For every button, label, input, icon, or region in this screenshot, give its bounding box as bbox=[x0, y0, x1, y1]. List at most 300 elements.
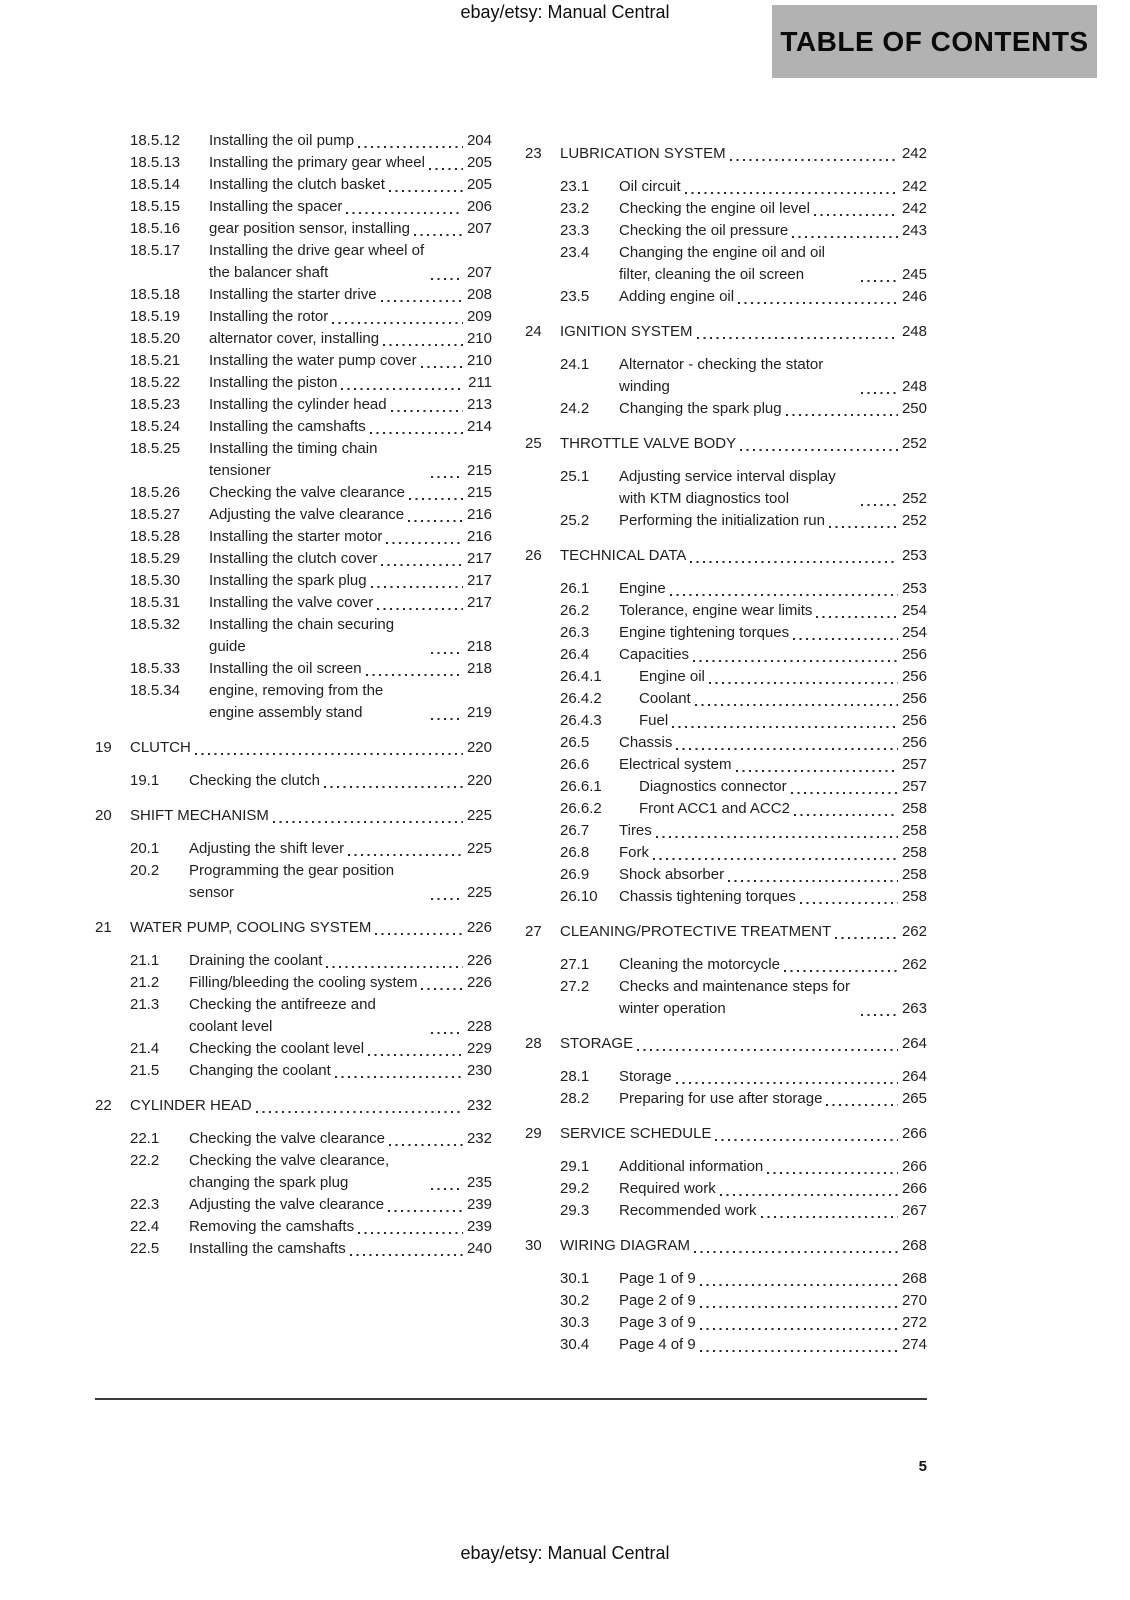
dot-leader bbox=[700, 1350, 898, 1352]
toc-entry bbox=[95, 614, 492, 658]
dot-leader bbox=[690, 561, 898, 563]
entry-page: 242 bbox=[901, 145, 927, 162]
toc-entry bbox=[525, 242, 927, 286]
dot-leader bbox=[697, 337, 898, 339]
dot-leader bbox=[676, 1082, 898, 1084]
toc-entry bbox=[95, 1194, 492, 1216]
toc-entry bbox=[95, 838, 492, 860]
entry-page: 225 bbox=[466, 807, 492, 824]
entry-page: 252 bbox=[901, 490, 927, 507]
entry-page: 245 bbox=[901, 266, 927, 283]
entry-title: Installing the piston bbox=[209, 374, 338, 391]
dot-leader bbox=[816, 616, 898, 618]
entry-title: Fuel bbox=[639, 712, 669, 729]
toc-entry bbox=[525, 286, 927, 308]
dot-leader bbox=[195, 753, 463, 755]
entry-title: CYLINDER HEAD bbox=[130, 1097, 252, 1114]
entry-title: Capacities bbox=[619, 646, 690, 663]
toc-entry bbox=[525, 198, 927, 220]
toc-entry bbox=[525, 1156, 927, 1178]
entry-page: 262 bbox=[901, 923, 927, 940]
toc-entry bbox=[525, 1334, 927, 1356]
dot-leader bbox=[273, 821, 463, 823]
dot-leader bbox=[694, 1251, 898, 1253]
entry-title: Installing the starter motor bbox=[209, 528, 383, 545]
toc-chapter-entry bbox=[525, 1033, 927, 1055]
toc-entry bbox=[95, 570, 492, 592]
dot-leader bbox=[431, 278, 463, 280]
dot-leader bbox=[368, 1054, 463, 1056]
entry-title: Installing the timing chain tensioner bbox=[209, 440, 378, 479]
toc-chapter-entry bbox=[95, 737, 492, 759]
entry-number: 18.5.30 bbox=[130, 572, 181, 589]
dot-leader bbox=[728, 880, 898, 882]
entry-title: Programming the gear position sensor bbox=[189, 862, 395, 901]
entry-title: Shock absorber bbox=[619, 866, 725, 883]
entry-title: Front ACC1 and ACC2 bbox=[639, 800, 790, 817]
entry-title: Changing the spark plug bbox=[619, 400, 782, 417]
entry-title: CLEANING/PROTECTIVE TREATMENT bbox=[560, 923, 832, 940]
entry-title: Performing the initialization run bbox=[619, 512, 825, 529]
dot-leader bbox=[761, 1216, 898, 1218]
entry-page: 215 bbox=[466, 484, 492, 501]
dot-leader bbox=[786, 414, 898, 416]
toc-entry bbox=[525, 1200, 927, 1222]
entry-page: 210 bbox=[466, 352, 492, 369]
entry-page: 257 bbox=[901, 778, 927, 795]
dot-leader bbox=[346, 212, 463, 214]
entry-page: 225 bbox=[466, 884, 492, 901]
entry-page: 211 bbox=[468, 374, 492, 391]
entry-title: Checking the coolant level bbox=[189, 1040, 365, 1057]
entry-number: 18.5.18 bbox=[130, 286, 181, 303]
dot-leader bbox=[637, 1049, 898, 1051]
toc-entry bbox=[95, 972, 492, 994]
entry-page: 225 bbox=[466, 840, 492, 857]
dot-leader bbox=[341, 388, 463, 390]
dot-leader bbox=[800, 902, 898, 904]
dot-leader bbox=[740, 449, 898, 451]
dot-leader bbox=[826, 1104, 898, 1106]
toc-entry bbox=[525, 1268, 927, 1290]
entry-title: Installing the clutch cover bbox=[209, 550, 378, 567]
entry-number: 22.5 bbox=[130, 1240, 160, 1257]
toc-entry bbox=[95, 592, 492, 614]
dot-leader bbox=[835, 937, 898, 939]
dot-leader bbox=[736, 770, 898, 772]
entry-page: 235 bbox=[466, 1174, 492, 1191]
entry-number: 18.5.15 bbox=[130, 198, 181, 215]
toc-chapter-entry bbox=[525, 143, 927, 165]
entry-number: 26.4.3 bbox=[560, 712, 602, 729]
toc-entry bbox=[525, 754, 927, 776]
entry-number: 18.5.21 bbox=[130, 352, 181, 369]
toc-entry bbox=[525, 1290, 927, 1312]
entry-page: 248 bbox=[901, 323, 927, 340]
toc-entry bbox=[95, 994, 492, 1038]
dot-leader bbox=[715, 1139, 898, 1141]
toc-entry bbox=[95, 860, 492, 904]
entry-page: 254 bbox=[901, 624, 927, 641]
toc-entry bbox=[95, 152, 492, 174]
page-title: TABLE OF CONTENTS bbox=[780, 25, 1089, 57]
entry-page: 252 bbox=[901, 512, 927, 529]
entry-title: Required work bbox=[619, 1180, 716, 1197]
dot-leader bbox=[793, 638, 898, 640]
dot-leader bbox=[791, 792, 898, 794]
toc-chapter-entry bbox=[525, 921, 927, 943]
entry-page: 268 bbox=[901, 1270, 927, 1287]
entry-title: Filling/bleeding the cooling system bbox=[189, 974, 418, 991]
entry-number: 21.2 bbox=[130, 974, 160, 991]
entry-number: 22 bbox=[95, 1097, 112, 1114]
dot-leader bbox=[358, 146, 463, 148]
entry-title: WIRING DIAGRAM bbox=[560, 1237, 690, 1254]
toc-entry bbox=[525, 398, 927, 420]
entry-number: 26.9 bbox=[560, 866, 590, 883]
dot-leader bbox=[861, 1014, 898, 1016]
dot-leader bbox=[693, 660, 898, 662]
dot-leader bbox=[709, 682, 898, 684]
entry-number: 18.5.17 bbox=[130, 242, 181, 259]
toc-entry bbox=[95, 218, 492, 240]
entry-page: 218 bbox=[466, 638, 492, 655]
entry-page: 204 bbox=[466, 132, 492, 149]
entry-number: 26.4.2 bbox=[560, 690, 602, 707]
dot-leader bbox=[409, 498, 463, 500]
entry-number: 26.4 bbox=[560, 646, 590, 663]
toc-entry bbox=[95, 416, 492, 438]
entry-title: Installing the starter drive bbox=[209, 286, 377, 303]
entry-title: Installing the valve cover bbox=[209, 594, 374, 611]
entry-page: 258 bbox=[901, 844, 927, 861]
entry-title: Adjusting the shift lever bbox=[189, 840, 345, 857]
entry-title: LUBRICATION SYSTEM bbox=[560, 145, 726, 162]
table-of-contents-header bbox=[772, 5, 1097, 78]
entry-number: 27 bbox=[525, 923, 542, 940]
entry-number: 21.3 bbox=[130, 996, 160, 1013]
entry-number: 18.5.27 bbox=[130, 506, 181, 523]
entry-page: 252 bbox=[901, 435, 927, 452]
dot-leader bbox=[767, 1172, 898, 1174]
toc-entry bbox=[95, 306, 492, 328]
toc-entry bbox=[525, 1178, 927, 1200]
entry-number: 19 bbox=[95, 739, 112, 756]
toc-chapter-entry bbox=[525, 321, 927, 343]
entry-number: 23 bbox=[525, 145, 542, 162]
dot-leader bbox=[672, 726, 898, 728]
entry-title: Checking the oil pressure bbox=[619, 222, 789, 239]
entry-page: 239 bbox=[466, 1218, 492, 1235]
entry-number: 26.6 bbox=[560, 756, 590, 773]
entry-title: Electrical system bbox=[619, 756, 732, 773]
entry-number: 22.1 bbox=[130, 1130, 160, 1147]
entry-title: Alternator - checking the stator winding bbox=[619, 356, 824, 395]
footer-divider bbox=[95, 1398, 927, 1400]
entry-title: Installing the oil screen bbox=[209, 660, 362, 677]
entry-number: 26.6.1 bbox=[560, 778, 602, 795]
entry-page: 226 bbox=[466, 974, 492, 991]
entry-title: Fork bbox=[619, 844, 649, 861]
dot-leader bbox=[676, 748, 898, 750]
entry-page: 226 bbox=[466, 952, 492, 969]
dot-leader bbox=[429, 168, 463, 170]
entry-number: 18.5.20 bbox=[130, 330, 181, 347]
entry-number: 30.4 bbox=[560, 1336, 590, 1353]
dot-leader bbox=[421, 366, 463, 368]
entry-page: 256 bbox=[901, 646, 927, 663]
entry-page: 253 bbox=[901, 580, 927, 597]
entry-page: 266 bbox=[901, 1125, 927, 1142]
entry-number: 24 bbox=[525, 323, 542, 340]
dot-leader bbox=[656, 836, 898, 838]
entry-page: 215 bbox=[466, 462, 492, 479]
entry-number: 30 bbox=[525, 1237, 542, 1254]
dot-leader bbox=[332, 322, 463, 324]
entry-number: 26.7 bbox=[560, 822, 590, 839]
entry-title: SERVICE SCHEDULE bbox=[560, 1125, 712, 1142]
entry-page: 214 bbox=[466, 418, 492, 435]
entry-number: 21.4 bbox=[130, 1040, 160, 1057]
entry-page: 270 bbox=[901, 1292, 927, 1309]
entry-number: 26.2 bbox=[560, 602, 590, 619]
entry-page: 266 bbox=[901, 1180, 927, 1197]
entry-number: 20 bbox=[95, 807, 112, 824]
entry-title: Checking the valve clearance bbox=[189, 1130, 385, 1147]
entry-number: 18.5.33 bbox=[130, 660, 181, 677]
entry-title: Installing the oil pump bbox=[209, 132, 355, 149]
entry-number: 29.3 bbox=[560, 1202, 590, 1219]
entry-number: 18.5.28 bbox=[130, 528, 181, 545]
entry-number: 26.1 bbox=[560, 580, 590, 597]
toc-entry bbox=[95, 350, 492, 372]
entry-page: 257 bbox=[901, 756, 927, 773]
entry-title: IGNITION SYSTEM bbox=[560, 323, 693, 340]
toc-entry bbox=[95, 504, 492, 526]
entry-page: 243 bbox=[901, 222, 927, 239]
entry-number: 24.1 bbox=[560, 356, 590, 373]
toc-entry bbox=[95, 526, 492, 548]
toc-entry bbox=[525, 354, 927, 398]
dot-leader bbox=[389, 190, 463, 192]
dot-leader bbox=[431, 718, 463, 720]
entry-page: 226 bbox=[466, 919, 492, 936]
entry-number: 26.6.2 bbox=[560, 800, 602, 817]
entry-title: Checks and maintenance steps for winter operation bbox=[619, 978, 850, 1017]
entry-title: Changing the coolant bbox=[189, 1062, 331, 1079]
entry-number: 26.10 bbox=[560, 888, 598, 905]
dot-leader bbox=[366, 674, 463, 676]
dot-leader bbox=[350, 1254, 463, 1256]
entry-title: Draining the coolant bbox=[189, 952, 323, 969]
entry-number: 29.2 bbox=[560, 1180, 590, 1197]
entry-title: Installing the water pump cover bbox=[209, 352, 417, 369]
entry-title: Chassis tightening torques bbox=[619, 888, 796, 905]
entry-title: Installing the drive gear wheel of the balancer shaft bbox=[209, 242, 425, 281]
entry-page: 256 bbox=[901, 668, 927, 685]
entry-number: 28.2 bbox=[560, 1090, 590, 1107]
entry-number: 24.2 bbox=[560, 400, 590, 417]
entry-page: 240 bbox=[466, 1240, 492, 1257]
entry-title: Checking the engine oil level bbox=[619, 200, 810, 217]
entry-page: 205 bbox=[466, 176, 492, 193]
toc-entry bbox=[95, 770, 492, 792]
dot-leader bbox=[381, 564, 463, 566]
dot-leader bbox=[389, 1144, 463, 1146]
entry-title: Changing the engine oil and oil filter, cleaning the oil screen bbox=[619, 244, 825, 283]
entry-number: 30.1 bbox=[560, 1270, 590, 1287]
entry-number: 23.3 bbox=[560, 222, 590, 239]
entry-title: Page 4 of 9 bbox=[619, 1336, 696, 1353]
entry-page: 242 bbox=[901, 178, 927, 195]
toc-entry bbox=[95, 174, 492, 196]
entry-title: Page 1 of 9 bbox=[619, 1270, 696, 1287]
toc-entry bbox=[95, 328, 492, 350]
entry-number: 26.5 bbox=[560, 734, 590, 751]
entry-title: Tires bbox=[619, 822, 652, 839]
entry-page: 242 bbox=[901, 200, 927, 217]
entry-title: Installing the rotor bbox=[209, 308, 329, 325]
entry-title: Checking the valve clearance bbox=[209, 484, 405, 501]
toc-entry bbox=[525, 510, 927, 532]
entry-title: Page 3 of 9 bbox=[619, 1314, 696, 1331]
toc-entry bbox=[525, 622, 927, 644]
dot-leader bbox=[700, 1306, 898, 1308]
entry-page: 229 bbox=[466, 1040, 492, 1057]
entry-title: engine, removing from the engine assembly stand bbox=[209, 682, 384, 721]
entry-page: 209 bbox=[466, 308, 492, 325]
dot-leader bbox=[348, 854, 463, 856]
toc-entry bbox=[525, 220, 927, 242]
entry-page: 213 bbox=[466, 396, 492, 413]
dot-leader bbox=[653, 858, 898, 860]
dot-leader bbox=[371, 586, 463, 588]
toc-entry bbox=[95, 394, 492, 416]
entry-number: 21.1 bbox=[130, 952, 160, 969]
toc-entry bbox=[525, 798, 927, 820]
entry-page: 262 bbox=[901, 956, 927, 973]
entry-page: 256 bbox=[901, 712, 927, 729]
entry-title: Engine oil bbox=[639, 668, 705, 685]
toc-entry bbox=[95, 372, 492, 394]
toc-entry bbox=[525, 776, 927, 798]
dot-leader bbox=[431, 898, 463, 900]
entry-title: Engine bbox=[619, 580, 666, 597]
toc-entry bbox=[95, 196, 492, 218]
dot-leader bbox=[421, 988, 463, 990]
entry-number: 25.1 bbox=[560, 468, 590, 485]
dot-leader bbox=[335, 1076, 463, 1078]
entry-page: 220 bbox=[466, 772, 492, 789]
entry-page: 217 bbox=[466, 572, 492, 589]
toc-entry bbox=[95, 1150, 492, 1194]
entry-number: 25 bbox=[525, 435, 542, 452]
dot-leader bbox=[431, 476, 463, 478]
dot-leader bbox=[792, 236, 898, 238]
entry-number: 21 bbox=[95, 919, 112, 936]
entry-page: 256 bbox=[901, 690, 927, 707]
entry-number: 18.5.13 bbox=[130, 154, 181, 171]
dot-leader bbox=[386, 542, 463, 544]
entry-number: 18.5.14 bbox=[130, 176, 181, 193]
entry-number: 18.5.26 bbox=[130, 484, 181, 501]
dot-leader bbox=[358, 1232, 463, 1234]
entry-page: 254 bbox=[901, 602, 927, 619]
entry-page: 232 bbox=[466, 1097, 492, 1114]
toc-entry bbox=[95, 482, 492, 504]
dot-leader bbox=[381, 300, 463, 302]
entry-page: 239 bbox=[466, 1196, 492, 1213]
entry-number: 18.5.32 bbox=[130, 616, 181, 633]
entry-number: 18.5.12 bbox=[130, 132, 181, 149]
entry-page: 205 bbox=[466, 154, 492, 171]
toc-entry bbox=[525, 886, 927, 908]
toc-right-column bbox=[525, 130, 927, 1356]
toc-chapter-entry bbox=[95, 1095, 492, 1117]
entry-page: 217 bbox=[466, 594, 492, 611]
entry-title: Adjusting service interval display with KTM diagnostics tool bbox=[619, 468, 836, 507]
entry-title: Installing the cylinder head bbox=[209, 396, 387, 413]
dot-leader bbox=[431, 652, 463, 654]
entry-title: gear position sensor, installing bbox=[209, 220, 410, 237]
toc-entry bbox=[525, 466, 927, 510]
entry-title: Preparing for use after storage bbox=[619, 1090, 823, 1107]
toc-entry bbox=[525, 954, 927, 976]
entry-title: STORAGE bbox=[560, 1035, 634, 1052]
entry-title: alternator cover, installing bbox=[209, 330, 380, 347]
entry-number: 27.2 bbox=[560, 978, 590, 995]
toc-container bbox=[95, 130, 927, 1356]
entry-number: 23.2 bbox=[560, 200, 590, 217]
toc-chapter-entry bbox=[525, 545, 927, 567]
entry-title: Cleaning the motorcycle bbox=[619, 956, 780, 973]
entry-title: Additional information bbox=[619, 1158, 764, 1175]
entry-title: Engine tightening torques bbox=[619, 624, 790, 641]
toc-entry bbox=[95, 438, 492, 482]
toc-entry bbox=[95, 548, 492, 570]
entry-number: 20.2 bbox=[130, 862, 160, 879]
dot-leader bbox=[324, 786, 463, 788]
entry-title: Chassis bbox=[619, 734, 673, 751]
toc-entry bbox=[95, 1216, 492, 1238]
entry-page: 253 bbox=[901, 547, 927, 564]
dot-leader bbox=[794, 814, 898, 816]
toc-entry bbox=[95, 1238, 492, 1260]
entry-number: 23.4 bbox=[560, 244, 590, 261]
dot-leader bbox=[670, 594, 898, 596]
entry-title: Installing the spacer bbox=[209, 198, 343, 215]
entry-title: CLUTCH bbox=[130, 739, 191, 756]
entry-number: 18.5.31 bbox=[130, 594, 181, 611]
dot-leader bbox=[829, 526, 898, 528]
toc-entry bbox=[95, 950, 492, 972]
dot-leader bbox=[370, 432, 463, 434]
entry-number: 18.5.34 bbox=[130, 682, 181, 699]
toc-entry bbox=[525, 688, 927, 710]
entry-page: 230 bbox=[466, 1062, 492, 1079]
entry-title: Installing the camshafts bbox=[189, 1240, 346, 1257]
dot-leader bbox=[700, 1328, 898, 1330]
entry-page: 208 bbox=[466, 286, 492, 303]
entry-number: 29 bbox=[525, 1125, 542, 1142]
entry-title: Installing the camshafts bbox=[209, 418, 366, 435]
entry-page: 218 bbox=[466, 660, 492, 677]
entry-page: 250 bbox=[901, 400, 927, 417]
dot-leader bbox=[431, 1188, 463, 1190]
toc-entry bbox=[95, 1060, 492, 1082]
entry-number: 23.1 bbox=[560, 178, 590, 195]
toc-entry bbox=[525, 600, 927, 622]
